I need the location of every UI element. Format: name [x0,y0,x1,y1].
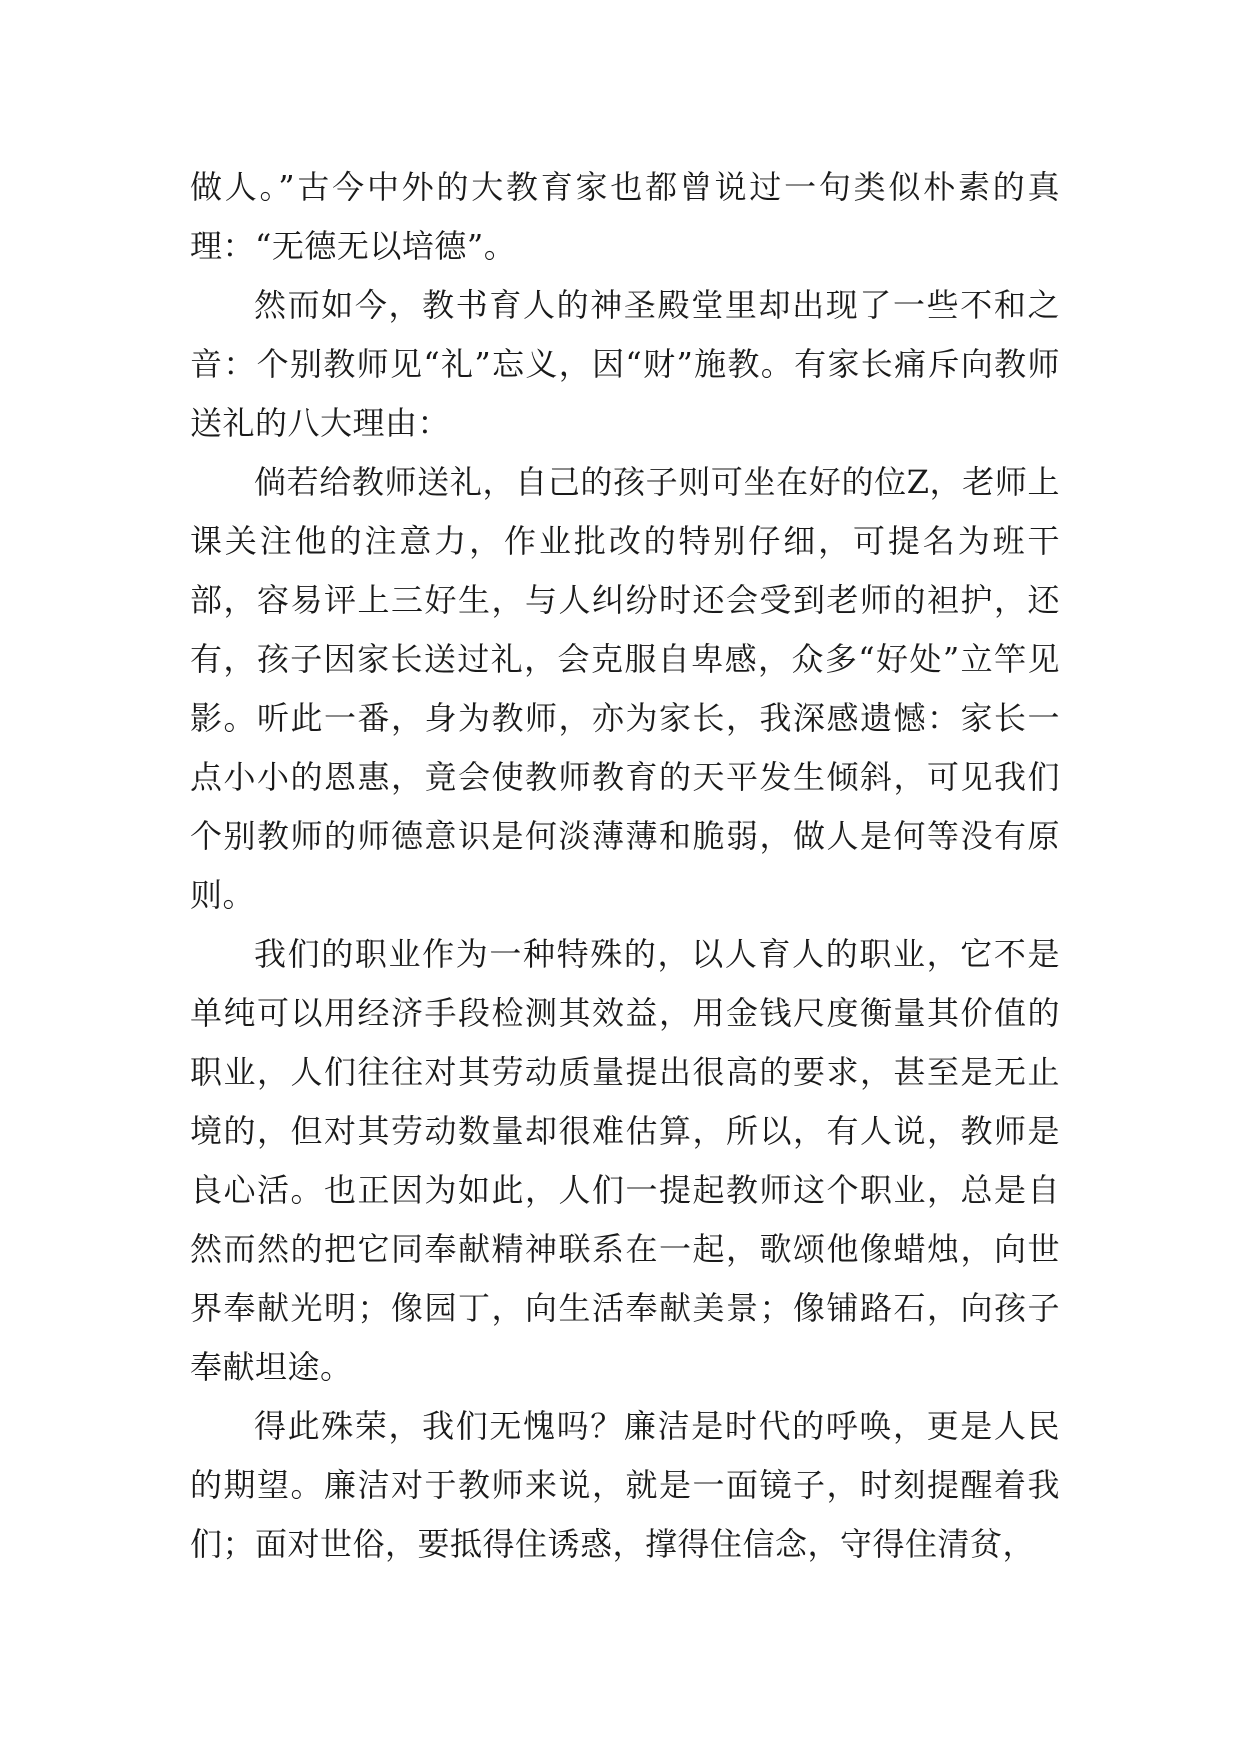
body-text [190,158,1060,1574]
paragraph-2: 然而如今，教书育人的神圣殿堂里却出现了一些不和之音：个别教师见“礼”忘义，因“财”施教。有家长痛斥向教师送礼的八大理由： [190,286,1060,442]
paragraph-5: 得此殊荣，我们无愧吗？廉洁是时代的呼唤，更是人民的期望。廉洁对于教师来说，就是一面镜子，时刻提醒着我们；面对世俗，要抵得住诱惑，撑得住信念，守得住清贫， [190,1407,1060,1563]
paragraph-1: 做人。”古今中外的大教育家也都曾说过一句类似朴素的真理：“无德无以培德”。 [190,168,1060,265]
paragraph-4: 我们的职业作为一种特殊的，以人育人的职业，它不是单纯可以用经济手段检测其效益，用金钱尺度衡量其价值的职业，人们往往对其劳动质量提出很高的要求，甚至是无止境的，但对其劳动数量却很难估算，所以，有人说，教师是良心活。也正因为如此，人们一提起教师这个职业，总是自然而然的把它同奉献精神联系在一起，歌颂他像蜡烛，向世界奉献光明；像园丁，向生活奉献美景；像铺路石，向孩子奉献坦途。 [190,935,1060,1386]
paragraph-3: 倘若给教师送礼，自己的孩子则可坐在好的位Z，老师上课关注他的注意力，作业批改的特别仔细，可提名为班干部，容易评上三好生，与人纠纷时还会受到老师的袒护，还有，孩子因家长送过礼，会克服自卑感，众多“好处”立竿见影。听此一番，身为教师，亦为家长，我深感遗憾：家长一点小小的恩惠，竟会使教师教育的天平发生倾斜，可见我们个别教师的师德意识是何淡薄薄和脆弱，做人是何等没有原则。 [190,463,1060,914]
